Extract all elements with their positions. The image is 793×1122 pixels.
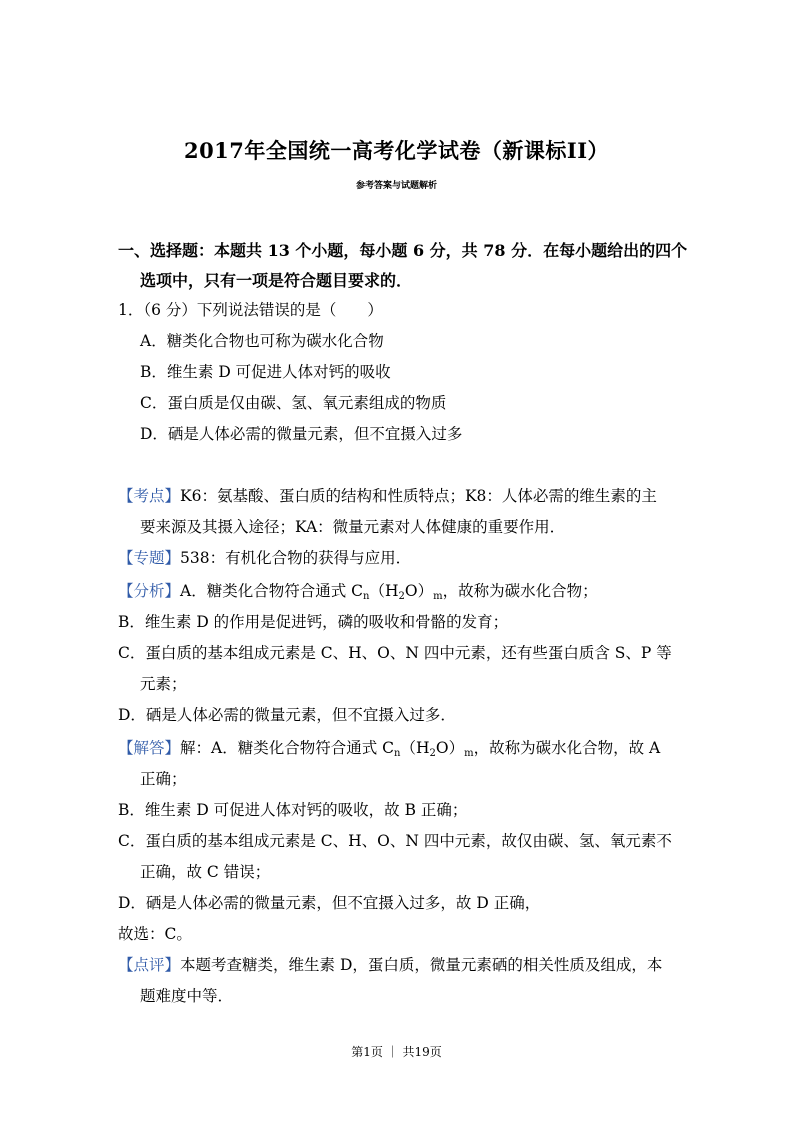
- kaodian-tag: 【考点】: [118, 487, 181, 505]
- fenxi-line-c1: C．蛋白质的基本组成元素是 C、H、O、N 四中元素，还有些蛋白质含 S、P 等: [118, 644, 672, 662]
- fenxi-line-a: [118, 581, 598, 607]
- option-d: D．硒是人体必需的微量元素，但不宜摄入过多: [140, 425, 463, 443]
- jieda-line-c1: C．蛋白质的基本组成元素是 C、H、O、N 四中元素，故仅由碳、氢、氧元素不: [118, 832, 672, 850]
- question-stem: 1．（6 分）下列说法错误的是（ ）: [118, 301, 383, 319]
- fenxi-a-pre: A．糖类化合物符合通式 C: [180, 582, 363, 600]
- fenxi-a-post: ，故称为碳水化合物；: [442, 582, 598, 600]
- jieda-line-a2: 正确；: [140, 770, 187, 788]
- dianping-text: 本题考查糖类，维生素 D，蛋白质，微量元素硒的相关性质及组成，本: [180, 956, 663, 974]
- jieda-a-mid2: O）: [435, 739, 465, 757]
- jieda-line-a: [118, 738, 660, 764]
- fenxi-line-b: B．维生素 D 的作用是促进钙，磷的吸收和骨骼的发育；: [118, 613, 509, 631]
- jieda-sub-n: n: [394, 748, 401, 759]
- fenxi-a-mid2: O）: [404, 582, 434, 600]
- jieda-sub-2: 2: [429, 748, 436, 759]
- dianping-tag: 【点评】: [118, 956, 181, 974]
- jieda-a-pre: 解：A．糖类化合物符合通式 C: [180, 739, 394, 757]
- jieda-tag: 【解答】: [118, 739, 181, 757]
- section-heading-line1: 一、选择题：本题共 13 个小题，每小题 6 分，共 78 分．在每小题给出的四个: [118, 241, 688, 260]
- zhuanti-tag: 【专题】: [118, 549, 181, 567]
- fenxi-tag: 【分析】: [118, 582, 181, 600]
- page-title: 2017年全国统一高考化学试卷（新课标II）: [183, 138, 610, 163]
- jieda-line-b: B．维生素 D 可促进人体对钙的吸收，故 B 正确；: [118, 801, 468, 819]
- fenxi-a-mid1: （H: [369, 582, 399, 600]
- fenxi-line-d: D．硒是人体必需的微量元素，但不宜摄入过多．: [118, 706, 456, 724]
- zhuanti-line: [118, 548, 411, 568]
- jieda-line-d: D．硒是人体必需的微量元素，但不宜摄入过多，故 D 正确，: [118, 894, 541, 912]
- dianping-line1: [118, 955, 662, 975]
- jieda-a-mid1: （H: [400, 739, 430, 757]
- section-heading-line2: 选项中，只有一项是符合题目要求的．: [140, 271, 413, 290]
- dianping-line2: 题难度中等．: [140, 987, 234, 1005]
- option-c: C．蛋白质是仅由碳、氢、氧元素组成的物质: [140, 394, 447, 412]
- fenxi-sub-2: 2: [398, 591, 405, 602]
- kaodian-line1: [118, 486, 657, 506]
- page-subtitle: 参考答案与试题解析: [355, 181, 437, 191]
- kaodian-line2: 要来源及其摄入途径；KA：微量元素对人体健康的重要作用．: [140, 518, 566, 536]
- fenxi-sub-n: n: [363, 591, 370, 602]
- jieda-a-post: ，故称为碳水化合物，故 A: [473, 739, 661, 757]
- option-a: A．糖类化合物也可称为碳水化合物: [140, 332, 384, 350]
- jieda-sub-m: m: [464, 748, 474, 759]
- page-footer: 第1页 ｜ 共19页: [351, 1045, 442, 1059]
- zhuanti-text: 538：有机化合物的获得与应用．: [180, 549, 412, 567]
- kaodian-text: K6：氨基酸、蛋白质的结构和性质特点；K8：人体必需的维生素的主: [180, 487, 657, 505]
- fenxi-sub-m: m: [433, 591, 443, 602]
- option-b: B．维生素 D 可促进人体对钙的吸收: [140, 363, 391, 381]
- jieda-line-c2: 正确，故 C 错误；: [140, 863, 271, 881]
- jieda-choice: 故选：C。: [118, 925, 192, 943]
- fenxi-line-c2: 元素；: [140, 675, 187, 693]
